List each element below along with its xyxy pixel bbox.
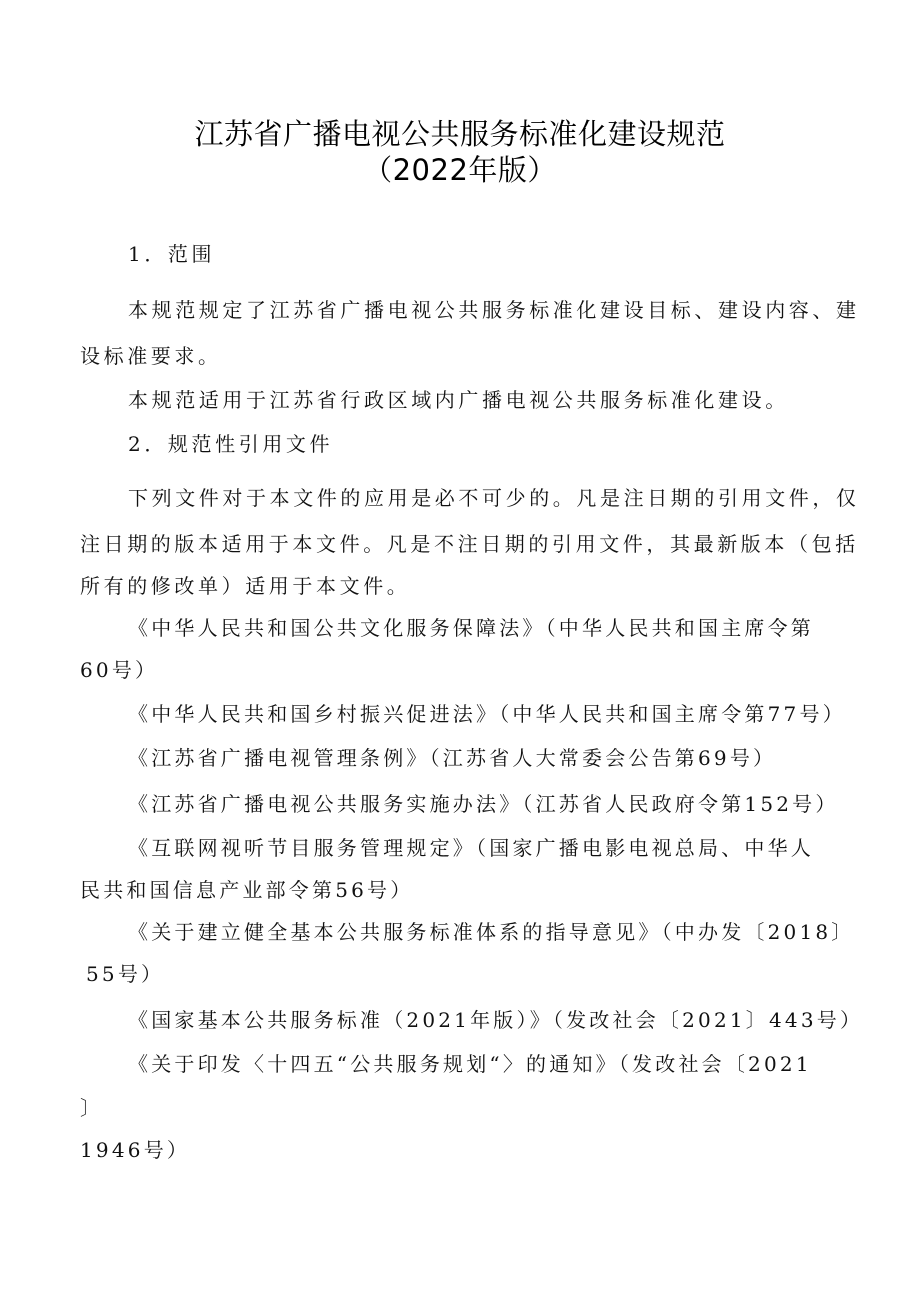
section-heading-scope: 1．范围 (128, 242, 216, 266)
paragraph-line: 所有的修改单）适用于本文件。 (80, 574, 411, 598)
reference-item-continued: 〕 (80, 1096, 104, 1120)
section-heading-references: 2．规范性引用文件 (128, 432, 334, 456)
reference-item: 《国家基本公共服务标准（2021年版）》（发改社会〔2021〕443号） (128, 1008, 864, 1032)
paragraph-line: 本规范规定了江苏省广播电视公共服务标准化建设目标、建设内容、建 (128, 298, 860, 322)
reference-item: 《江苏省广播电视管理条例》（江苏省人大常委会公告第69号） (128, 746, 777, 770)
paragraph-line: 设标准要求。 (80, 344, 222, 368)
reference-item: 《中华人民共和国乡村振兴促进法》（中华人民共和国主席令第77号） (128, 702, 846, 726)
reference-item: 《关于建立健全基本公共服务标准体系的指导意见》（中办发〔2018〕 (128, 920, 855, 944)
reference-item: 《互联网视听节目服务管理规定》（国家广播电影电视总局、中华人 (128, 836, 814, 860)
reference-item: 《江苏省广播电视公共服务实施办法》（江苏省人民政府令第152号） (128, 792, 839, 816)
document-edition: （2022年版） (363, 153, 557, 187)
reference-item-continued: 1946号） (80, 1138, 191, 1162)
paragraph-line: 注日期的版本适用于本文件。凡是不注日期的引用文件，其最新版本（包括 (80, 532, 859, 556)
reference-item: 《中华人民共和国公共文化服务保障法》（中华人民共和国主席令第 (128, 616, 814, 640)
reference-item: 《关于印发〈十四五“公共服务规划“〉的通知》（发改社会〔2021 (128, 1052, 812, 1076)
paragraph-line: 本规范适用于江苏省行政区域内广播电视公共服务标准化建设。 (128, 388, 789, 412)
paragraph-line: 下列文件对于本文件的应用是必不可少的。凡是注日期的引用文件，仅 (128, 486, 860, 510)
reference-item-continued: 民共和国信息产业部令第56号） (80, 878, 414, 902)
reference-item-continued: 55号） (86, 962, 165, 986)
document-title: 江苏省广播电视公共服务标准化建设规范 (194, 117, 726, 151)
reference-item-continued: 60号） (80, 658, 159, 682)
